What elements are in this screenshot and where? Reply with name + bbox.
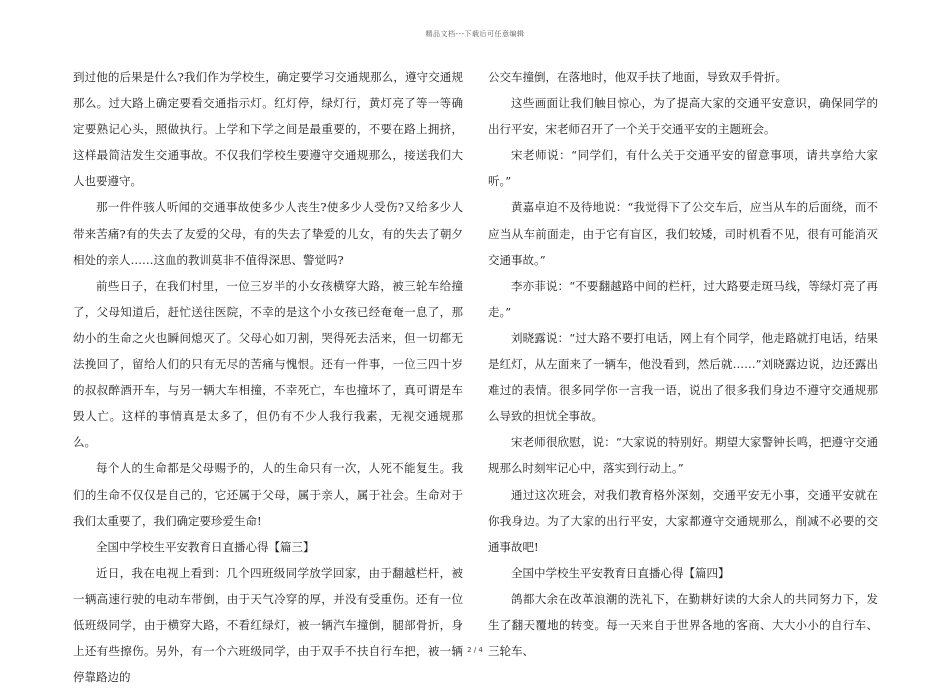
page-header: 精品文档---下载后可任意编辑 (425, 30, 525, 38)
paragraph: 李亦菲说：“不要翻越路中间的栏杆，过大路要走斑马线，等绿灯亮了再走。” (488, 278, 878, 319)
paragraph: 近日，我在电视上看到：几个四班级同学放学回家，由于翻越栏杆，被一辆高速行驶的电动车带倒，由于天气冷穿的厚，并没有受重伤。还有一位低班级同学，由于横穿大路，不看红绿灯，被一辆汽车撞倒，腿部骨折，身上还有些擦伤。另外，有一个六班级同学，由于双手不扶自行车把，被一辆停靠路边的 (73, 565, 463, 685)
left-column (73, 64, 463, 690)
paragraph: 到过他的后果是什么?我们作为学校生，确定要学习交通规那么，遵守交通规那么。过大路上确定要看交通指示灯。红灯停，绿灯行，黄灯亮了等一等确定要熟记心头，照做执行。上学和下学之间是最重要的，不要在路上拥挤，这样最简洁发生交通事故。不仅我们学校生要遵守交通规那么，接送我们大人也要遵守。 (73, 70, 463, 189)
paragraph: 刘晓露说：“过大路不要打电话，网上有个同学，他走路就打电话，结果是红灯，从左面来了一辆车，他没看到，然后就……”刘晓露边说，边还露出难过的表情。很多同学你一言我一语，说出了很多我们身边不遵守交通规那么导致的担忧全事故。 (488, 330, 878, 424)
paragraph: 宋老师说：“同学们，有什么关于交通平安的留意事项，请共享给大家听。” (488, 148, 878, 189)
paragraph: 那一件件骇人听闻的交通事故使多少人丧生?使多少人受伤?又给多少人带来苦痛?有的失去了友爱的父母，有的失去了挚爱的儿女，有的失去了朝夕相处的亲人……这血的教训莫非不值得深思、警觉吗? (73, 200, 463, 267)
section-heading: 全国中学校生平安教育日直播心得【篇三】 (96, 539, 315, 554)
page-number: 2 / 4 (467, 646, 483, 654)
paragraph: 这些画面让我们触目惊心，为了提高大家的交通平安意识，确保同学的出行平安，宋老师召开了一个关于交通平安的主题班会。 (488, 96, 878, 137)
paragraph: 黄嘉卓迫不及待地说：“我觉得下了公交车后，应当从车的后面绕，而不应当从车前面走，由于它有盲区，我们较矮，司时机看不见，很有可能消灭交通事故。” (488, 200, 878, 267)
paragraph: 鸽都大余在改革浪潮的洗礼下，在勤耕好读的大余人的共同努力下，发生了翻天覆地的转变。每一天来自于世界各地的客商、大大小小的自行车、三轮车、 (488, 591, 878, 659)
paragraph: 宋老师很欣慰，说：“大家说的特别好。期望大家警钟长鸣，把遵守交通规那么时刻牢记心中，落实到行动上。” (488, 435, 878, 476)
paragraph: 每个人的生命都是父母赐予的，人的生命只有一次，人死不能复生。我们的生命不仅仅是自己的，它还属于父母，属于亲人，属于社会。生命对于我们太重要了，我们确定要珍爱生命! (73, 461, 463, 528)
paragraph: 通过这次班会，对我们教育格外深刻，交通平安无小事，交通平安就在你我身边。为了大家的出行平安，大家都遵守交通规那么，削减不必要的交通事故吧! (488, 487, 878, 554)
right-column (488, 64, 878, 664)
section-heading: 全国中学校生平安教育日直播心得【篇四】 (511, 565, 730, 580)
paragraph: 前些日子，在我们村里，一位三岁半的小女孩横穿大路，被三轮车给撞了，父母知道后，赶忙送往医院，不幸的是这个小女孩已经奄奄一息了，那幼小的生命之火也瞬间熄灭了。父母心如刀割，哭得死去活来，但一切都无法挽回了，留给人们的只有无尽的苦痛与愧恨。还有一件事，一位三四十岁的叔叔醉酒开车，与另一辆大车相撞，不幸死亡，车也撞坏了，真可谓是车毁人亡。这样的事情真是太多了，但仍有不少人我行我素，无视交通规那么。 (73, 278, 463, 450)
paragraph: 公交车撞倒，在落地时，他双手扶了地面，导致双手骨折。 (488, 70, 787, 84)
